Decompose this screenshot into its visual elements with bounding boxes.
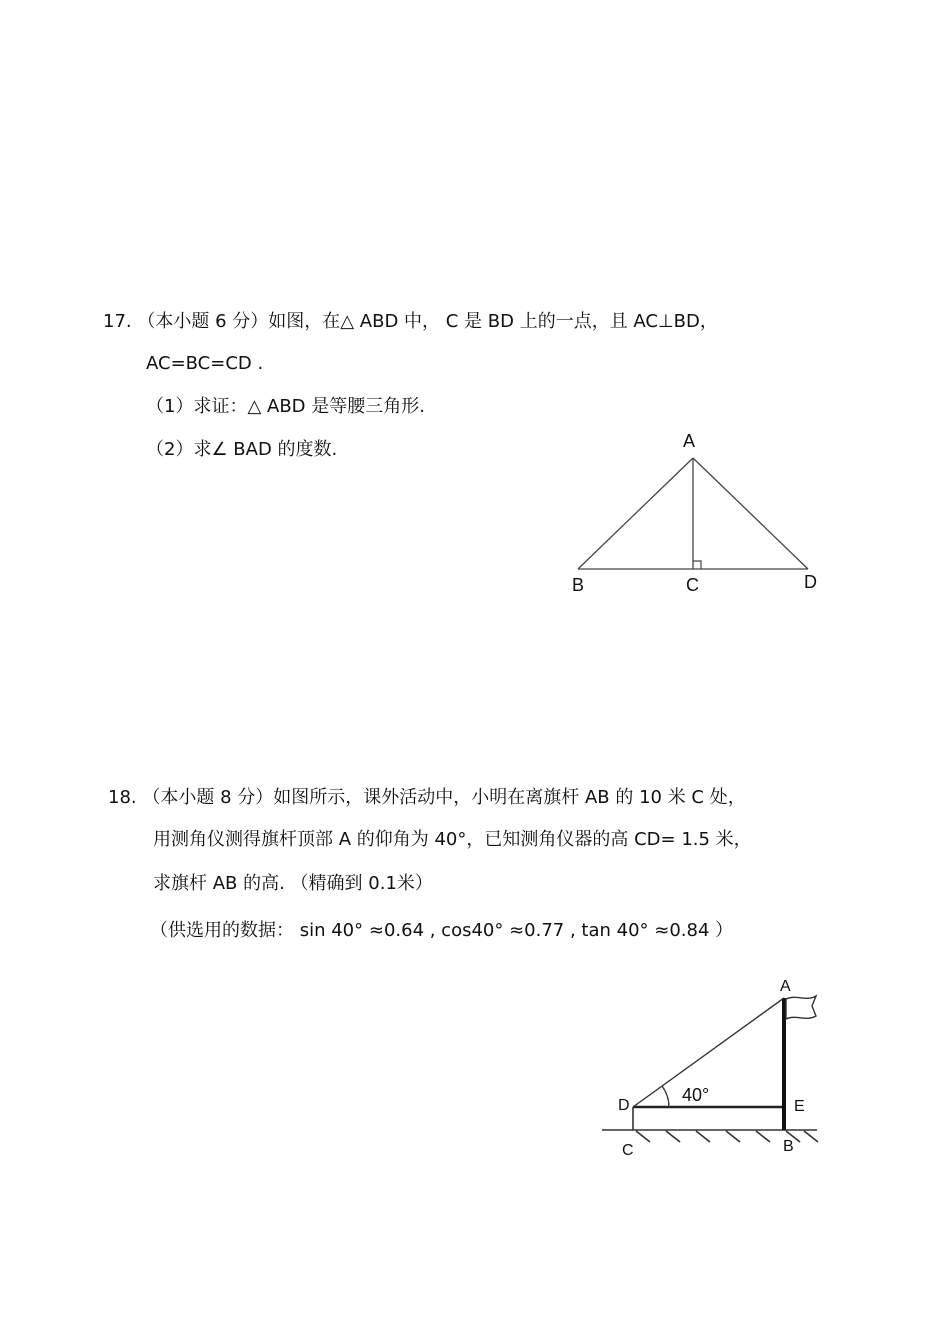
q18-label-a: A: [780, 978, 791, 995]
q17-part2: （2）求∠ BAD 的度数.: [146, 439, 338, 460]
q18-line3: 求旗杆 AB 的高. （精确到 0.1米）: [153, 873, 433, 894]
q18-angle-label: 40°: [682, 1085, 710, 1105]
q17-triangle-figure: [560, 425, 830, 605]
q17-side-ad: [693, 458, 808, 569]
q17-right-angle-mark: [693, 561, 701, 569]
q18-flagpole-figure: [600, 970, 830, 1165]
q18-angle-arc: [662, 1086, 669, 1107]
q18-label-b: B: [783, 1138, 794, 1155]
q18-line1: 18. （本小题 8 分）如图所示，课外活动中，小明在离旗杆 AB 的 10 米 C 处，: [108, 787, 746, 808]
q18-label-e: E: [794, 1098, 805, 1115]
q17-part1: （1）求证：△ ABD 是等腰三角形.: [146, 396, 425, 417]
q17-label-d: D: [804, 572, 817, 592]
q18-label-d: D: [618, 1097, 630, 1114]
q17-side-ab: [578, 458, 693, 569]
q17-line2: AC=BC=CD .: [146, 353, 264, 374]
q18-flag: [786, 996, 816, 1019]
q18-line2: 用测角仪测得旗杆顶部 A 的仰角为 40°，已知测角仪器的高 CD= 1.5 米，: [153, 829, 752, 850]
q17-line1: 17. （本小题 6 分）如图，在△ ABD 中， C 是 BD 上的一点，且 AC⊥BD，: [103, 311, 718, 332]
q18-line4: （供选用的数据： sin 40° ≈0.64 , cos40° ≈0.77 , tan 40° ≈0.84 ）: [150, 920, 734, 941]
q17-label-a: A: [683, 431, 696, 451]
q17-label-c: C: [686, 575, 699, 595]
q17-label-b: B: [572, 575, 585, 595]
q18-label-c: C: [622, 1142, 634, 1159]
